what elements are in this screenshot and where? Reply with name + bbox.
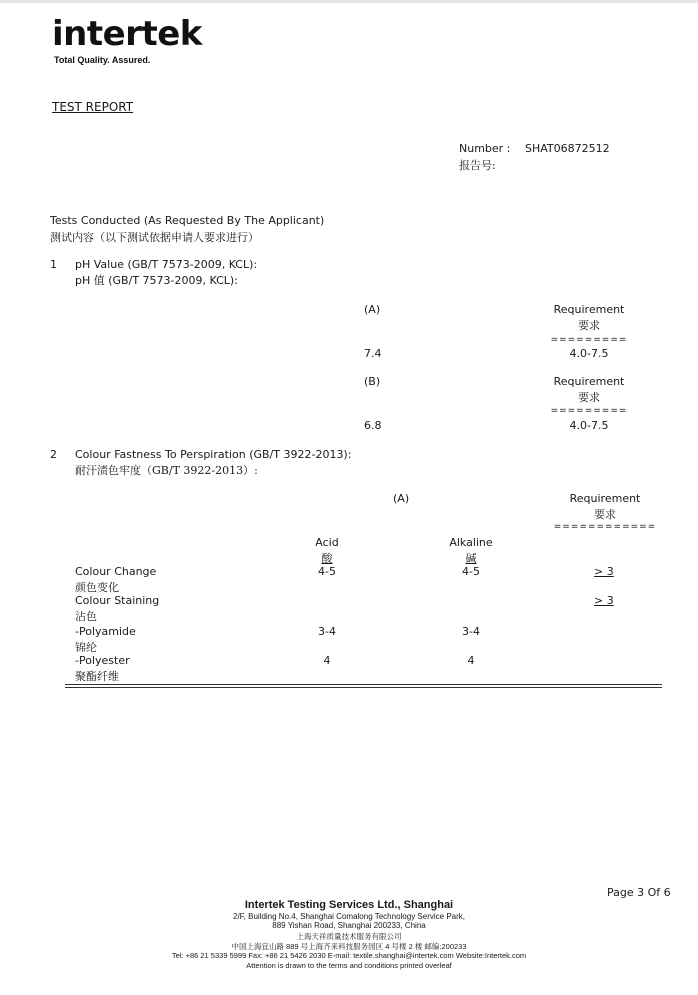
logo-tagline: Total Quality. Assured. (54, 55, 151, 65)
section-index-2: 2 (50, 448, 57, 461)
row-alkaline-value: 3-4 (462, 625, 480, 638)
tests-heading: Tests Conducted (As Requested By The Applicant) (50, 214, 325, 227)
section-index-1: 1 (50, 258, 57, 271)
row-acid-value: 4 (323, 654, 331, 667)
ph-title: pH Value (GB/T 7573-2009, KCL): (75, 258, 258, 271)
ph-title-cn: pH 值 (GB/T 7573-2009, KCL): (75, 274, 238, 287)
footer-address-2: 889 Yishan Road, Shanghai 200233, China (272, 921, 426, 930)
footer-company-cn: 上海天祥质量技术服务有限公司 (296, 932, 402, 941)
footer-address-cn: 中国上海宜山路 889 号上海齐来科技服务园区 4 号楼 2 楼 邮编:200233 (231, 942, 467, 951)
col-acid: Acid (315, 536, 339, 549)
ph-requirement-b: 4.0-7.5 (569, 419, 609, 432)
ph-req-label-cn-a: 要求 (578, 319, 600, 332)
row-acid-value: 4-5 (318, 565, 336, 578)
row-label: -Polyamide (75, 625, 136, 638)
table-bottom-rule (65, 684, 662, 685)
row-label-cn: 颜色变化 (75, 581, 119, 594)
ph-req-separator-a: ========= (550, 335, 628, 345)
tests-heading-cn: 测试内容（以下测试依据申请人要求进行） (50, 231, 259, 244)
perspiration-title: Colour Fastness To Perspiration (GB/T 3922-2013): (75, 448, 352, 461)
row-label: -Polyester (75, 654, 130, 667)
row-label-cn: 沾色 (75, 610, 97, 623)
ph-req-label-b: Requirement (553, 375, 625, 388)
row-acid-value: 3-4 (318, 625, 336, 638)
report-title: TEST REPORT (52, 100, 134, 114)
col-acid-cn: 酸 (321, 552, 333, 565)
row-alkaline-value: 4-5 (462, 565, 480, 578)
ph-req-separator-b: ========= (550, 406, 628, 416)
footer-company: Intertek Testing Services Ltd., Shanghai (244, 899, 454, 911)
perspiration-sample-a: (A) (393, 492, 410, 505)
row-requirement: > 3 (594, 594, 614, 607)
ph-req-label-cn-b: 要求 (578, 391, 600, 404)
perspiration-title-cn: 耐汗渍色牢度（GB/T 3922-2013）: (75, 464, 258, 477)
ph-req-label-a: Requirement (553, 303, 625, 316)
footer-contact: Tel: +86 21 5339 5999 Fax: +86 21 5426 2030 E-mail: textile.shanghai@intertek.com Website:Intertek.com (171, 951, 527, 960)
ph-sample-a-label: (A) (364, 303, 381, 316)
footer-notice: Attention is drawn to the terms and conditions printed overleaf (246, 961, 452, 970)
report-number: SHAT06872512 (525, 142, 610, 155)
row-label: Colour Staining (75, 594, 160, 607)
footer-address-1: 2/F, Building No.4, Shanghai Comalong Technology Service Park, (233, 912, 465, 921)
intertek-logo: intertek (52, 14, 202, 54)
page-number: Page 3 Of 6 (607, 886, 671, 899)
perspiration-req-label: Requirement (569, 492, 641, 505)
number-label-cn: 报告号: (459, 159, 496, 172)
row-label-cn: 锦纶 (75, 641, 97, 654)
table-bottom-rule (65, 687, 662, 688)
ph-value-a: 7.4 (364, 347, 382, 360)
number-label: Number : (459, 142, 511, 155)
row-alkaline-value: 4 (467, 654, 475, 667)
top-edge (0, 0, 698, 3)
row-requirement: > 3 (594, 565, 614, 578)
ph-value-b: 6.8 (364, 419, 382, 432)
row-label-cn: 聚酯纤维 (75, 670, 119, 683)
ph-requirement-a: 4.0-7.5 (569, 347, 609, 360)
ph-sample-b-label: (B) (364, 375, 381, 388)
row-label: Colour Change (75, 565, 157, 578)
col-alkaline-cn: 碱 (465, 552, 477, 565)
perspiration-req-label-cn: 要求 (594, 508, 616, 521)
perspiration-req-separator: ============ (553, 522, 657, 532)
col-alkaline: Alkaline (449, 536, 493, 549)
